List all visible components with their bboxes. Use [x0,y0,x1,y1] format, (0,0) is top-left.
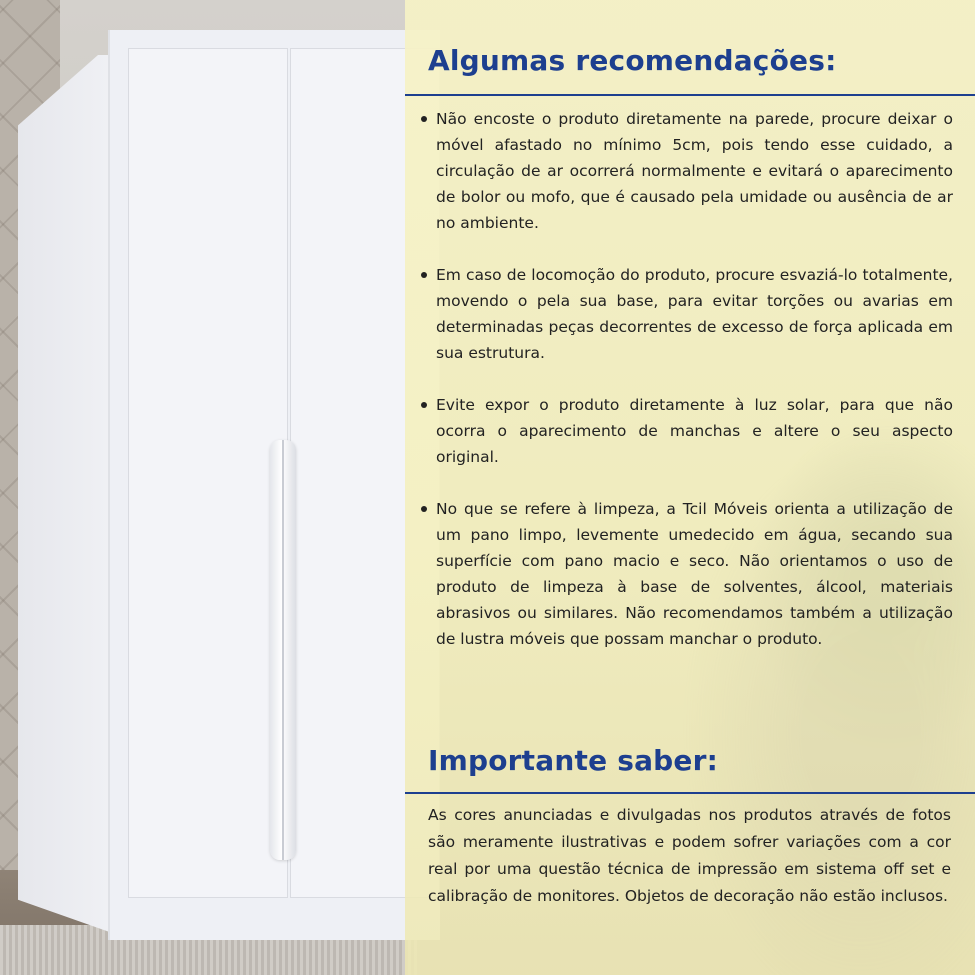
recommendation-item [418,392,953,470]
bullet-dot [421,506,427,512]
recommendation-text: Em caso de locomoção do produto, procure esvaziá-lo totalmente, movendo o pela sua base, para evitar torções ou avarias em determinadas peças decorrentes de excesso de força aplicada em sua estrutura. [436,266,953,362]
recommendations-title: Algumas recomendações: [428,44,837,77]
important-title: Importante saber: [428,744,719,777]
bullet-dot [421,116,427,122]
wardrobe-front [108,30,440,940]
wardrobe-side [18,55,118,935]
recommendation-text: No que se refere à limpeza, a Tcil Móveis orienta a utilização de um pano limpo, levemente umedecido em água, secando sua superfície com pano macio e seco. Não orientamos o uso de produto de limpeza à base de solventes, álcool, materiais abrasivos ou similares. Não recomendamos também a utilização de lustra móveis que possam manchar o produto. [436,500,953,648]
wardrobe-door-left [128,48,288,898]
handle-gap [282,440,284,860]
bullet-dot [421,402,427,408]
recommendation-text: Evite expor o produto diretamente à luz solar, para que não ocorra o aparecimento de manchas e altere o seu aspecto original. [436,396,953,466]
important-divider [405,792,975,794]
recommendation-item [418,106,953,236]
bullet-dot [421,272,427,278]
important-text: As cores anunciadas e divulgadas nos produtos através de fotos são meramente ilustrativas e podem sofrer variações com a cor real por uma questão técnica de impressão em sistema off set e calibração de monitores. Objetos de decoração não estão inclusos. [428,806,951,905]
recommendation-item [418,496,953,652]
recommendations-divider [405,94,975,96]
recommendation-text: Não encoste o produto diretamente na parede, procure deixar o móvel afastado no mínimo 5cm, pois tendo esse cuidado, a circulação de ar ocorrerá normalmente e evitará o aparecimento de bolor ou mofo, que é causado pela umidade ou ausência de ar no ambiente. [436,110,953,232]
recommendation-item [418,262,953,366]
recommendations-list [418,106,953,652]
